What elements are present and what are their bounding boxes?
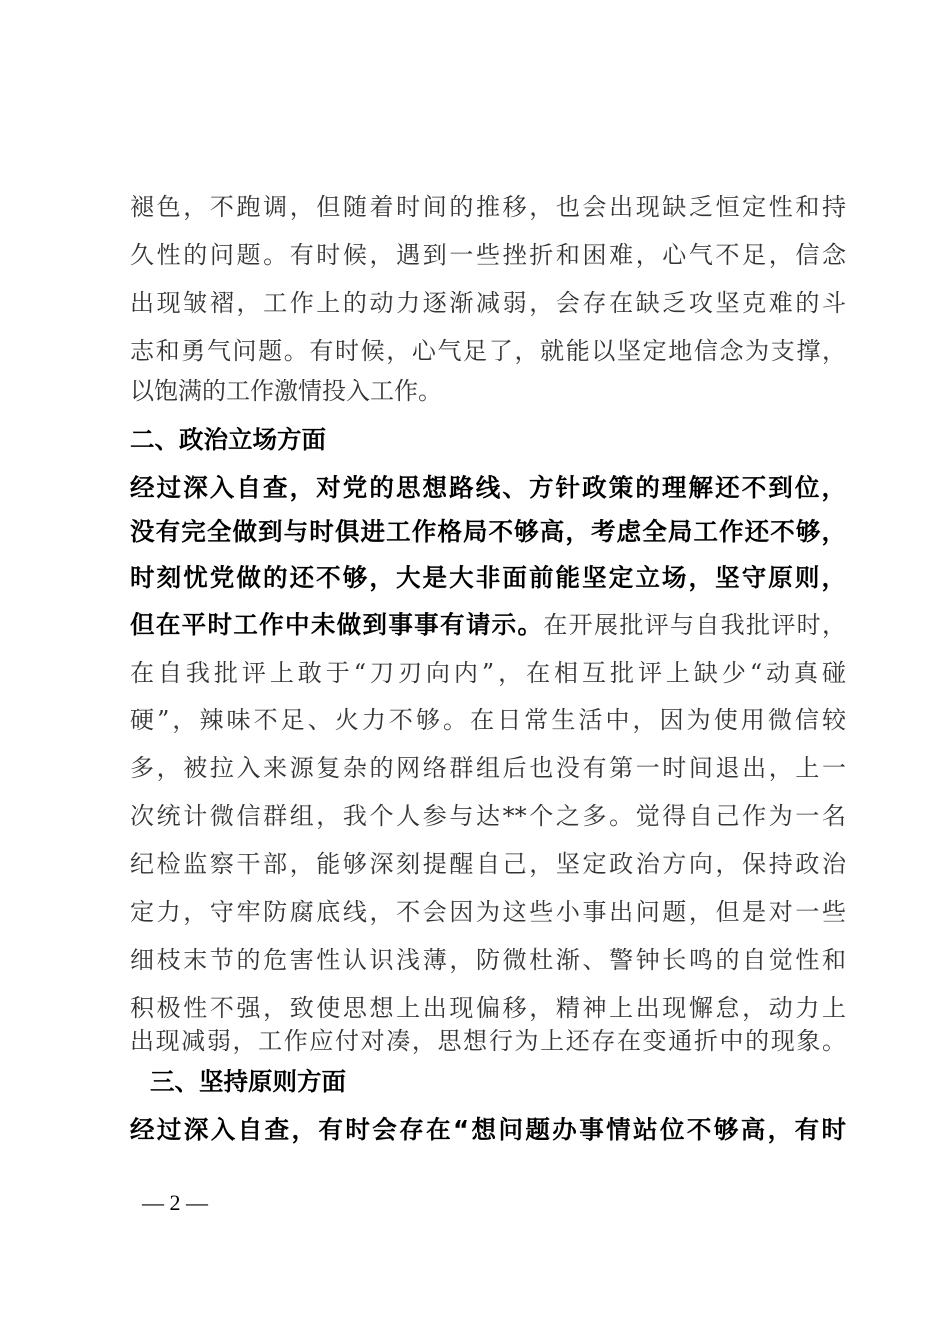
bold-text-line: 经过深入自查，对党的思想路线、方针政策的理解还不到位， <box>130 473 846 502</box>
bold-text-line: 没有完全做到与时俱进工作格局不够高，考虑全局工作还不够， <box>130 517 846 546</box>
text-line: 出现皱褶，工作上的动力逐渐减弱，会存在缺乏攻坚克难的斗 <box>130 289 846 317</box>
mixed-text-line <box>130 607 846 643</box>
text-line: 志和勇气问题。有时候，心气足了，就能以坚定地信念为支撑， <box>130 337 846 365</box>
text-line: 以饱满的工作激情投入工作。 <box>130 377 442 405</box>
text-line: 细枝末节的危害性认识浅薄，防微杜渐、警钟长鸣的自觉性和 <box>130 946 846 974</box>
regular-segment: 在开展批评与自我批评时， <box>543 611 847 639</box>
section-heading: 三、坚持原则方面 <box>150 1067 346 1096</box>
text-line: 积极性不强，致使思想上出现偏移，精神上出现懈怠，动力上 <box>130 994 846 1022</box>
text-line: 在自我批评上敢于“刀刃向内”，在相互批评上缺少“动真碰 <box>130 659 846 687</box>
text-line: 次统计微信群组，我个人参与达**个之多。觉得自己作为一名 <box>130 802 846 830</box>
text-line: 纪检监察干部，能够深刻提醒自己，坚定政治方向，保持政治 <box>130 850 846 878</box>
text-line: 定力，守牢防腐底线，不会因为这些小事出问题，但是对一些 <box>130 898 846 926</box>
text-line: 多，被拉入来源复杂的网络群组后也没有第一时间退出，上一 <box>130 754 846 782</box>
page-number: — 2 — <box>142 1190 208 1215</box>
bold-text-line: 时刻忧党做的还不够，大是大非面前能坚定立场，坚守原则， <box>130 563 846 592</box>
text-line: 硬”，辣味不足、火力不够。在日常生活中，因为使用微信较 <box>130 706 846 734</box>
bold-text-line: 经过深入自查，有时会存在“想问题办事情站位不够高，有时 <box>130 1115 846 1144</box>
section-heading: 二、政治立场方面 <box>130 425 326 454</box>
text-line: 出现减弱，工作应付对凑，思想行为上还存在变通折中的现象。 <box>130 1027 846 1055</box>
text-line: 褪色，不跑调，但随着时间的推移，也会出现缺乏恒定性和持 <box>130 193 846 221</box>
text-line: 久性的问题。有时候，遇到一些挫折和困难，心气不足，信念 <box>130 241 846 269</box>
bold-segment: 但在平时工作中未做到事事有请示。 <box>130 610 544 639</box>
